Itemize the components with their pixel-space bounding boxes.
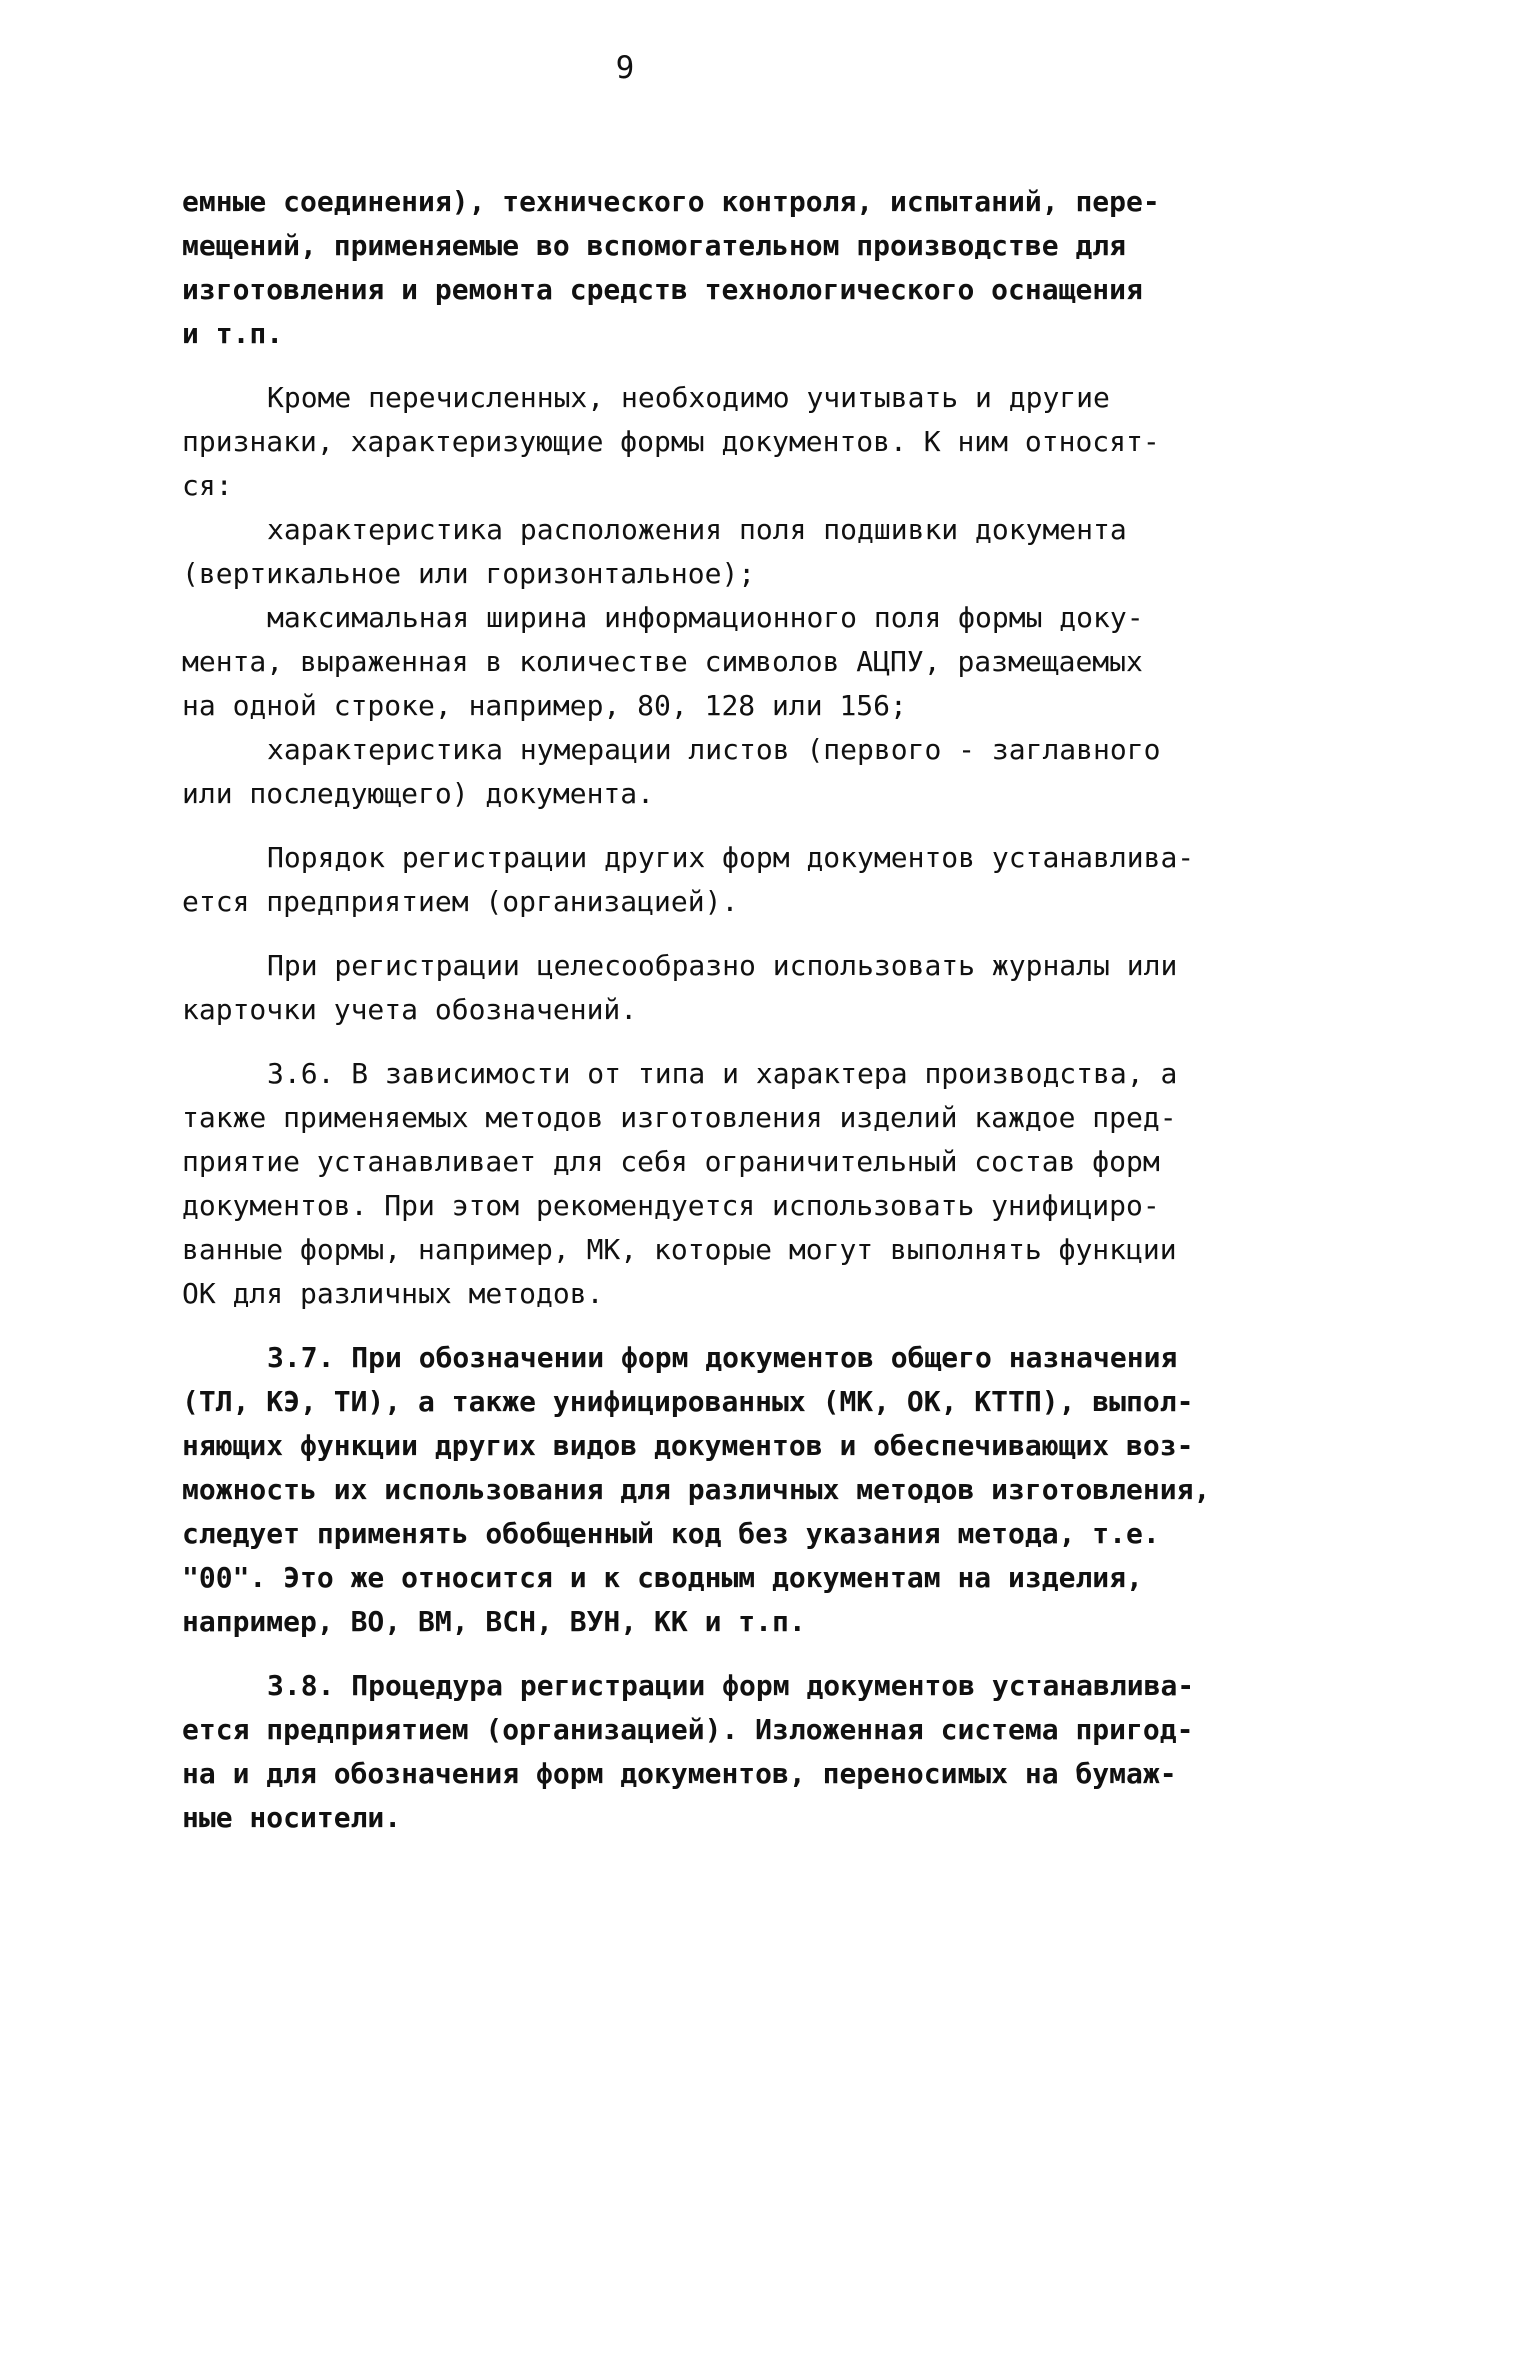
paragraph-registration-order — [182, 836, 1292, 924]
paragraph-section-3-6 — [182, 1052, 1292, 1316]
text-line: (вертикальное или горизонтальное); — [182, 557, 756, 590]
document-body — [182, 180, 1292, 1860]
text-line: характеристика расположения поля подшивки документа — [267, 513, 1127, 546]
list-item-sheet-numbering — [182, 728, 1292, 816]
paragraph-continuation — [182, 180, 1292, 356]
text-line: изготовления и ремонта средств технологического оснащения — [182, 273, 1143, 306]
paragraph-registration-journals — [182, 944, 1292, 1032]
paragraph-section-3-7 — [182, 1336, 1292, 1644]
text-line: 3.7. При обозначении форм документов общего назначения — [267, 1341, 1178, 1374]
text-line: характеристика нумерации листов (первого - заглавного — [267, 733, 1161, 766]
paragraph-other-features — [182, 376, 1292, 508]
text-line: и т.п. — [182, 317, 284, 350]
page-number: 9 — [615, 50, 635, 86]
text-line: можность их использования для различных методов изготовления, — [182, 1473, 1211, 1506]
text-line: "00". Это же относится и к сводным документам на изделия, — [182, 1561, 1143, 1594]
list-item-field-width — [182, 596, 1292, 728]
text-line: 3.6. В зависимости от типа и характера производства, а — [267, 1057, 1178, 1090]
text-line: ванные формы, например, МК, которые могут выполнять функции — [182, 1233, 1177, 1266]
text-line: ся: — [182, 469, 233, 502]
text-line: ОК для различных методов. — [182, 1277, 604, 1310]
text-line: ется предприятием (организацией). — [182, 885, 739, 918]
text-line: или последующего) документа. — [182, 777, 655, 810]
text-line: 3.8. Процедура регистрации форм документов устанавлива- — [267, 1669, 1195, 1702]
text-line: мещений, применяемые во вспомогательном производстве для — [182, 229, 1127, 262]
text-line: Порядок регистрации других форм документов устанавлива- — [267, 841, 1195, 874]
text-line: При регистрации целесообразно использовать журналы или — [267, 949, 1178, 982]
text-line: ные носители. — [182, 1801, 402, 1834]
text-line: на и для обозначения форм документов, переносимых на бумаж- — [182, 1757, 1177, 1790]
text-line: следует применять обобщенный код без указания метода, т.е. — [182, 1517, 1160, 1550]
text-line: Кроме перечисленных, необходимо учитывать и другие — [267, 381, 1110, 414]
text-line: на одной строке, например, 80, 128 или 156; — [182, 689, 907, 722]
text-line: мента, выраженная в количестве символов АЦПУ, размещаемых — [182, 645, 1143, 678]
paragraph-section-3-8 — [182, 1664, 1292, 1840]
text-line: няющих функции других видов документов и обеспечивающих воз- — [182, 1429, 1194, 1462]
text-line: документов. При этом рекомендуется использовать унифициро- — [182, 1189, 1160, 1222]
text-line: приятие устанавливает для себя ограничительный состав форм — [182, 1145, 1160, 1178]
list-item-binding-field — [182, 508, 1292, 596]
text-line: например, ВО, ВМ, ВСН, ВУН, КК и т.п. — [182, 1605, 806, 1638]
text-line: также применяемых методов изготовления изделий каждое пред- — [182, 1101, 1177, 1134]
text-line: признаки, характеризующие формы документов. К ним относят- — [182, 425, 1160, 458]
text-line: карточки учета обозначений. — [182, 993, 638, 1026]
text-line: (ТЛ, КЭ, ТИ), а также унифицированных (МК, ОК, КТТП), выпол- — [182, 1385, 1194, 1418]
text-line: ется предприятием (организацией). Изложенная система пригод- — [182, 1713, 1194, 1746]
text-line: емные соединения), технического контроля, испытаний, пере- — [182, 185, 1160, 218]
text-line: максимальная ширина информационного поля формы доку- — [267, 601, 1144, 634]
